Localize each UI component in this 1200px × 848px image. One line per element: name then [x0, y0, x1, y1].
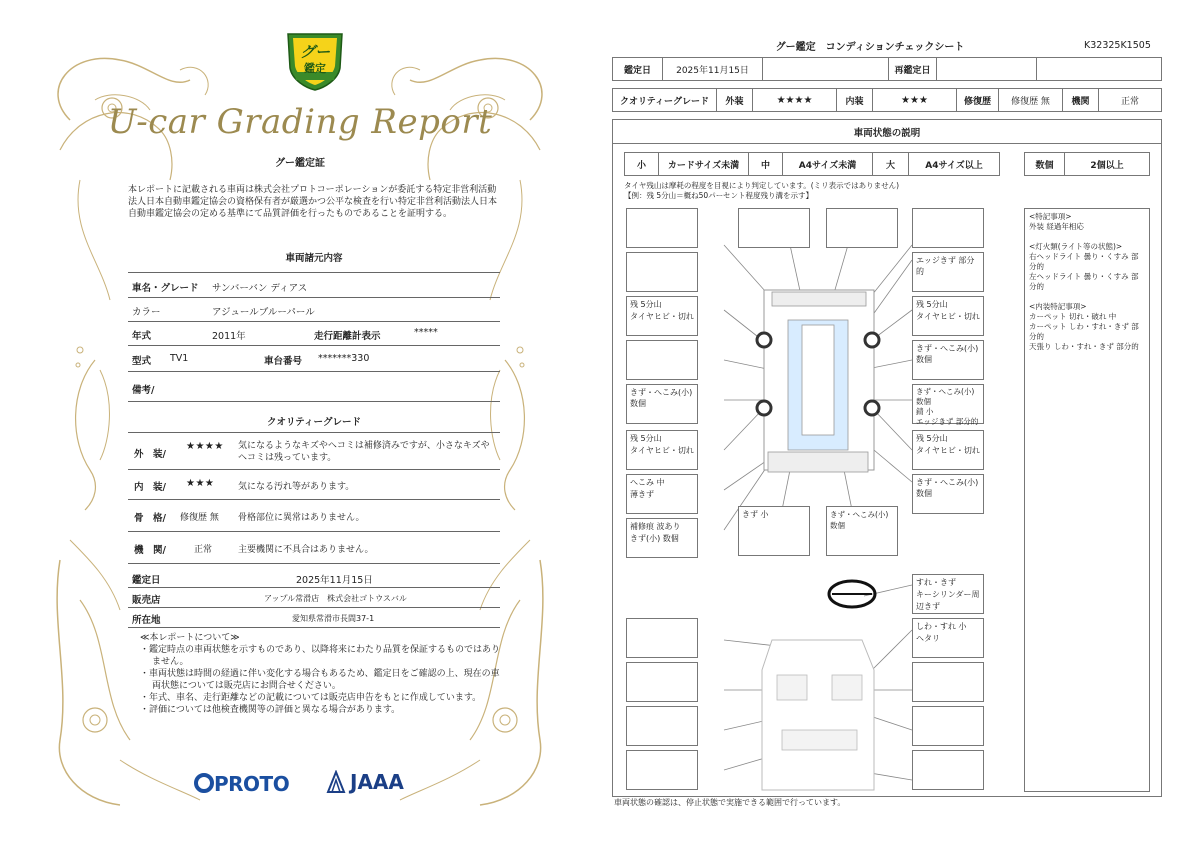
spec-row-name: [128, 272, 500, 298]
sheet-id: K32325K1505: [1084, 40, 1151, 51]
certificate-body-text: 本レポートに記載される車両は株式会社プロトコーポレーションが委託する特定非営利活動法人日本自動車鑑定協会の資格保有者が厳選かつ公平な検査を行い特定非営利活動法人日本自動車鑑定協会の定める基準にて品質評価を行ったものであることを証明する。: [128, 185, 498, 219]
frame-label: 骨 格/: [134, 513, 166, 524]
callout-left-dent-mid: へこみ 中 薄きず: [626, 474, 698, 514]
date-row: [612, 57, 1162, 81]
info-row-date: [128, 568, 500, 588]
callout-right-dent-rear: きず・へこみ(小) 数個: [912, 474, 984, 514]
name-label: 車名・グレード: [132, 283, 199, 294]
callout-box: [912, 208, 984, 248]
ext-label: 外装: [717, 89, 753, 111]
callout-rear-right-tire: 残 5分山 タイヤヒビ・切れ: [912, 430, 984, 470]
callout-box: [912, 750, 984, 790]
sheet-title: グー鑑定 コンディションチェックシート: [775, 42, 965, 53]
jaaa-mark-icon: [326, 770, 346, 794]
special-notes-box: <特記事項> 外装 経過年相応 <灯火類(ライト等の状態)> 右ヘッドライト 曇り・くすみ 部分的 左ヘッドライト 曇り・くすみ 部分的 <内装特記事項> カーペット 切れ・破れ 中 カーペット しわ・すれ・きず 部分的 天張り しわ・すれ・きず 部分的: [1024, 208, 1150, 792]
callout-box: [626, 662, 698, 702]
callout-box: [912, 662, 984, 702]
size-big: 大: [873, 153, 909, 175]
int-stars: ★★★: [873, 89, 957, 111]
notes-title: ≪本レポートについて≫: [140, 633, 240, 643]
int-label: 内装: [837, 89, 873, 111]
interior-stars: ★★★: [186, 478, 215, 489]
engine-value: 正常: [194, 545, 213, 555]
callout-front-right-tire: 残 5分山 タイヤヒビ・切れ: [912, 296, 984, 336]
dealer-label: 販売店: [132, 595, 161, 606]
repair-value: 修復歴 無: [999, 89, 1063, 111]
date-value: 2025年11月15日: [296, 575, 373, 586]
model-label: 型式: [132, 356, 152, 367]
chassis-value: *******330: [318, 353, 370, 364]
frame-text: 骨格部位に異常はありません。: [238, 513, 365, 523]
date-value: 2025年11月15日: [663, 58, 763, 80]
note-item: ・鑑定時点の車両状態を示すものであり、以降将来にわたり品質を保証するものではありません。: [140, 645, 501, 667]
quality-section-title: クオリティーグレード: [266, 417, 362, 428]
jaaa-logo-text: JAAA: [350, 770, 404, 794]
callout-box: [912, 706, 984, 746]
quality-row-interior: [128, 470, 500, 500]
info-row-dealer: [128, 588, 500, 608]
exterior-stars: ★★★★: [186, 441, 224, 452]
color-value: アジュールブルーパール: [212, 307, 315, 318]
callout-box: [626, 340, 698, 380]
repair-label: 修復歴: [957, 89, 999, 111]
note-item: ・評価については他検査機関等の評価と異なる場合があります。: [140, 705, 401, 715]
callout-box: [738, 208, 810, 248]
spec-row-model: [128, 346, 500, 372]
badge-top-text: グー: [299, 43, 330, 61]
engine-text: 主要機関に不具合はありません。: [238, 545, 374, 555]
name-value: サンバーバン ディアス: [212, 283, 308, 294]
note-item: ・年式、車名、走行距離などの記載については販売店申告をもとに作成しています。: [140, 693, 482, 703]
quality-row-engine: [128, 532, 500, 564]
mileage-value: *****: [414, 327, 438, 338]
size-mid: 中: [749, 153, 783, 175]
size-small: 小: [625, 153, 659, 175]
date-blank: [763, 58, 889, 80]
size-big-desc: A4サイズ以上: [925, 160, 983, 171]
callout-box: [626, 706, 698, 746]
color-label: カラー: [132, 307, 161, 318]
proto-mark-icon: [194, 772, 214, 794]
tire-note-1: タイヤ残山は摩耗の程度を目視により判定しています。(ミリ表示ではありません): [624, 181, 900, 190]
engine-value: 正常: [1120, 96, 1139, 107]
size-legend: [624, 152, 1000, 176]
callout-rear-dent: きず・へこみ(小) 数個: [826, 506, 898, 556]
exterior-text: 気になるようなキズやヘコミは補修済みですが、小さなキズやヘコミは残っています。: [238, 441, 490, 463]
chassis-label: 車台番号: [264, 356, 303, 367]
callout-box: [626, 618, 698, 658]
re-date-label: 再鑑定日: [889, 58, 937, 80]
engine-label: 機 関/: [134, 545, 166, 556]
re-date-blank: [1037, 58, 1161, 80]
count-desc: 2個以上: [1090, 160, 1124, 171]
spec-row-remarks: [128, 372, 500, 402]
year-label: 年式: [132, 331, 152, 342]
callout-key-cylinder: すれ・きず キーシリンダー周辺きず: [912, 574, 984, 614]
remarks-label: 備考/: [132, 385, 155, 396]
certificate-heading: グー鑑定証: [275, 158, 325, 169]
goo-kantei-badge-logo: [284, 28, 346, 92]
dealer-value: アップル常滑店 株式会社ゴトウスバル: [264, 594, 407, 603]
spec-row-color: [128, 298, 500, 322]
size-mid-desc: A4サイズ未満: [783, 153, 873, 175]
frame-value: 修復歴 無: [180, 513, 219, 523]
model-value: TV1: [170, 353, 189, 364]
callout-right-dent-rust: きず・へこみ(小) 数個 錆 小 エッジきず 部分的: [912, 384, 984, 424]
quality-row-exterior: [128, 432, 500, 470]
callout-right-dent: きず・へこみ(小) 数個: [912, 340, 984, 380]
info-row-address: [128, 608, 500, 628]
exterior-label: 外 装/: [134, 449, 166, 460]
callout-front-left-tire: 残 5分山 タイヤヒビ・切れ: [626, 296, 698, 336]
tire-note-2: 【例：残 5分山＝概ね50パーセント程度残り溝を示す】: [624, 191, 814, 200]
address-label: 所在地: [132, 615, 161, 626]
interior-label: 内 装/: [134, 482, 166, 493]
callout-box: [626, 208, 698, 248]
grade-row: [612, 88, 1162, 112]
grade-label: クオリティーグレード: [613, 89, 717, 111]
date-label: 鑑定日: [132, 575, 161, 586]
callout-box: [626, 750, 698, 790]
callout-box: [626, 252, 698, 292]
report-notes: [140, 632, 502, 716]
callout-box: [826, 208, 898, 248]
badge-bottom-text: 鑑定: [304, 62, 326, 75]
quality-row-frame: [128, 500, 500, 532]
callout-rear-left-tire: 残 5分山 タイヤヒビ・切れ: [626, 430, 698, 470]
callout-left-repair: 補修痕 波あり きず(小) 数個: [626, 518, 698, 558]
count-legend: [1024, 152, 1150, 176]
proto-logo-text: PROTO: [214, 772, 290, 796]
ext-stars: ★★★★: [753, 89, 837, 111]
condition-check-sheet: [600, 0, 1200, 848]
callout-seat-wear: しわ・すれ 小 ヘタリ: [912, 618, 984, 658]
engine-label: 機関: [1063, 89, 1099, 111]
count-label: 数個: [1025, 153, 1065, 175]
address-value: 愛知県常滑市長間37-1: [292, 614, 375, 623]
footer-note: 車両状態の確認は、停止状態で実施できる範囲で行っています。: [614, 798, 846, 807]
date-label: 鑑定日: [613, 58, 663, 80]
year-value: 2011年: [212, 331, 246, 342]
re-date-value: [937, 58, 1037, 80]
script-title: U-car Grading Report: [107, 102, 493, 142]
note-item: ・車両状態は時間の経過に伴い変化する場合もあるため、鑑定日をご確認の上、現在の車両状態については販売店にお問合せください。: [140, 669, 500, 691]
spec-section-title: 車両諸元内容: [285, 253, 343, 264]
interior-text: 気になる汚れ等があります。: [238, 482, 355, 492]
callout-left-dent: きず・へこみ(小) 数個: [626, 384, 698, 424]
state-title: 車両状態の説明: [613, 120, 1161, 144]
mileage-label: 走行距離計表示: [314, 331, 381, 342]
callout-rear-scratch: きず 小: [738, 506, 810, 556]
callout-edge-scratch: エッジきず 部分的: [912, 252, 984, 292]
size-small-desc: カードサイズ未満: [659, 153, 749, 175]
spec-row-year: [128, 322, 500, 346]
